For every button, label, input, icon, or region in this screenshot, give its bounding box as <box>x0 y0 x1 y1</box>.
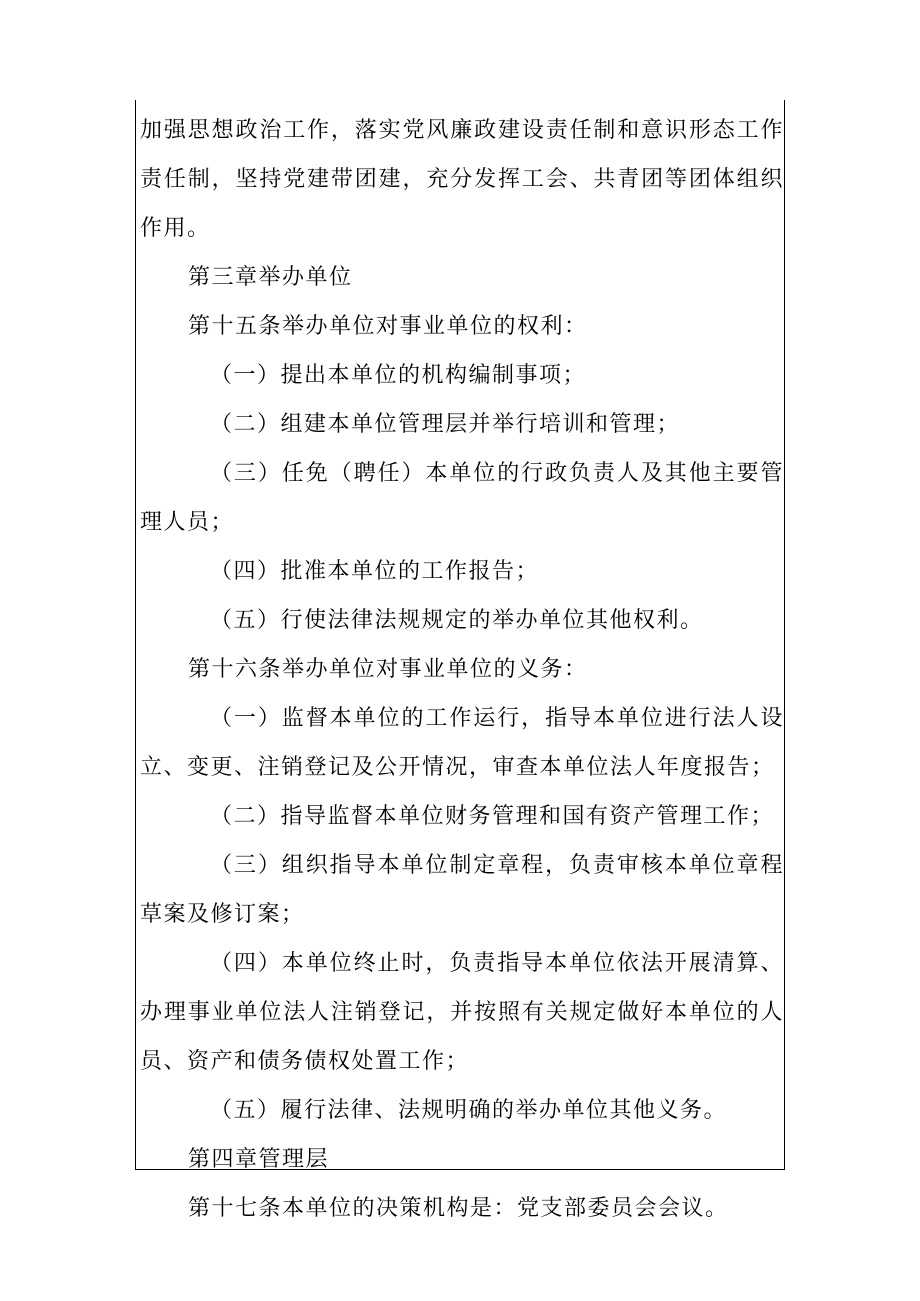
article-15-item-5: （五）行使法律法规规定的举办单位其他权利。 <box>210 608 704 633</box>
article-15-item-3: （三）任免（聘任）本单位的行政负责人及其他主要管理人员； <box>140 461 784 535</box>
article-15-heading: 第十五条举办单位对事业单位的权利： <box>188 314 588 339</box>
chapter-heading-3: 第三章举办单位 <box>188 265 353 290</box>
article-16-item-2: （二）指导监督本单位财务管理和国有资产管理工作； <box>210 804 775 829</box>
article-16-heading: 第十六条举办单位对事业单位的义务： <box>188 657 588 682</box>
article-16-item-3: （三）组织指导本单位制定章程，负责审核本单位章程草案及修订案； <box>140 853 784 927</box>
article-15-item-4: （四）批准本单位的工作报告； <box>210 559 540 584</box>
paragraph-continuation: 加强思想政治工作，落实党风廉政建设责任制和意识形态工作责任制，坚持党建带团建，充分发挥工会、共青团等团体组织作用。 <box>140 118 784 241</box>
article-16-item-4: （四）本单位终止时，负责指导本单位依法开展清算、办理事业单位法人注销登记，并按照有关规定做好本单位的人员、资产和债务债权处置工作； <box>140 951 784 1074</box>
article-15-item-2: （二）组建本单位管理层并举行培训和管理； <box>210 412 681 437</box>
chapter-heading-4: 第四章管理层 <box>188 1147 330 1172</box>
article-16-item-5: （五）履行法律、法规明确的举办单位其他义务。 <box>210 1098 728 1123</box>
article-15-item-1: （一）提出本单位的机构编制事项； <box>210 363 587 388</box>
document-body <box>140 106 784 1233</box>
article-16-item-1: （一）监督本单位的工作运行，指导本单位进行法人设立、变更、注销登记及公开情况，审查本单位法人年度报告； <box>140 706 784 780</box>
article-17: 第十七条本单位的决策机构是：党支部委员会会议。 <box>188 1196 729 1221</box>
